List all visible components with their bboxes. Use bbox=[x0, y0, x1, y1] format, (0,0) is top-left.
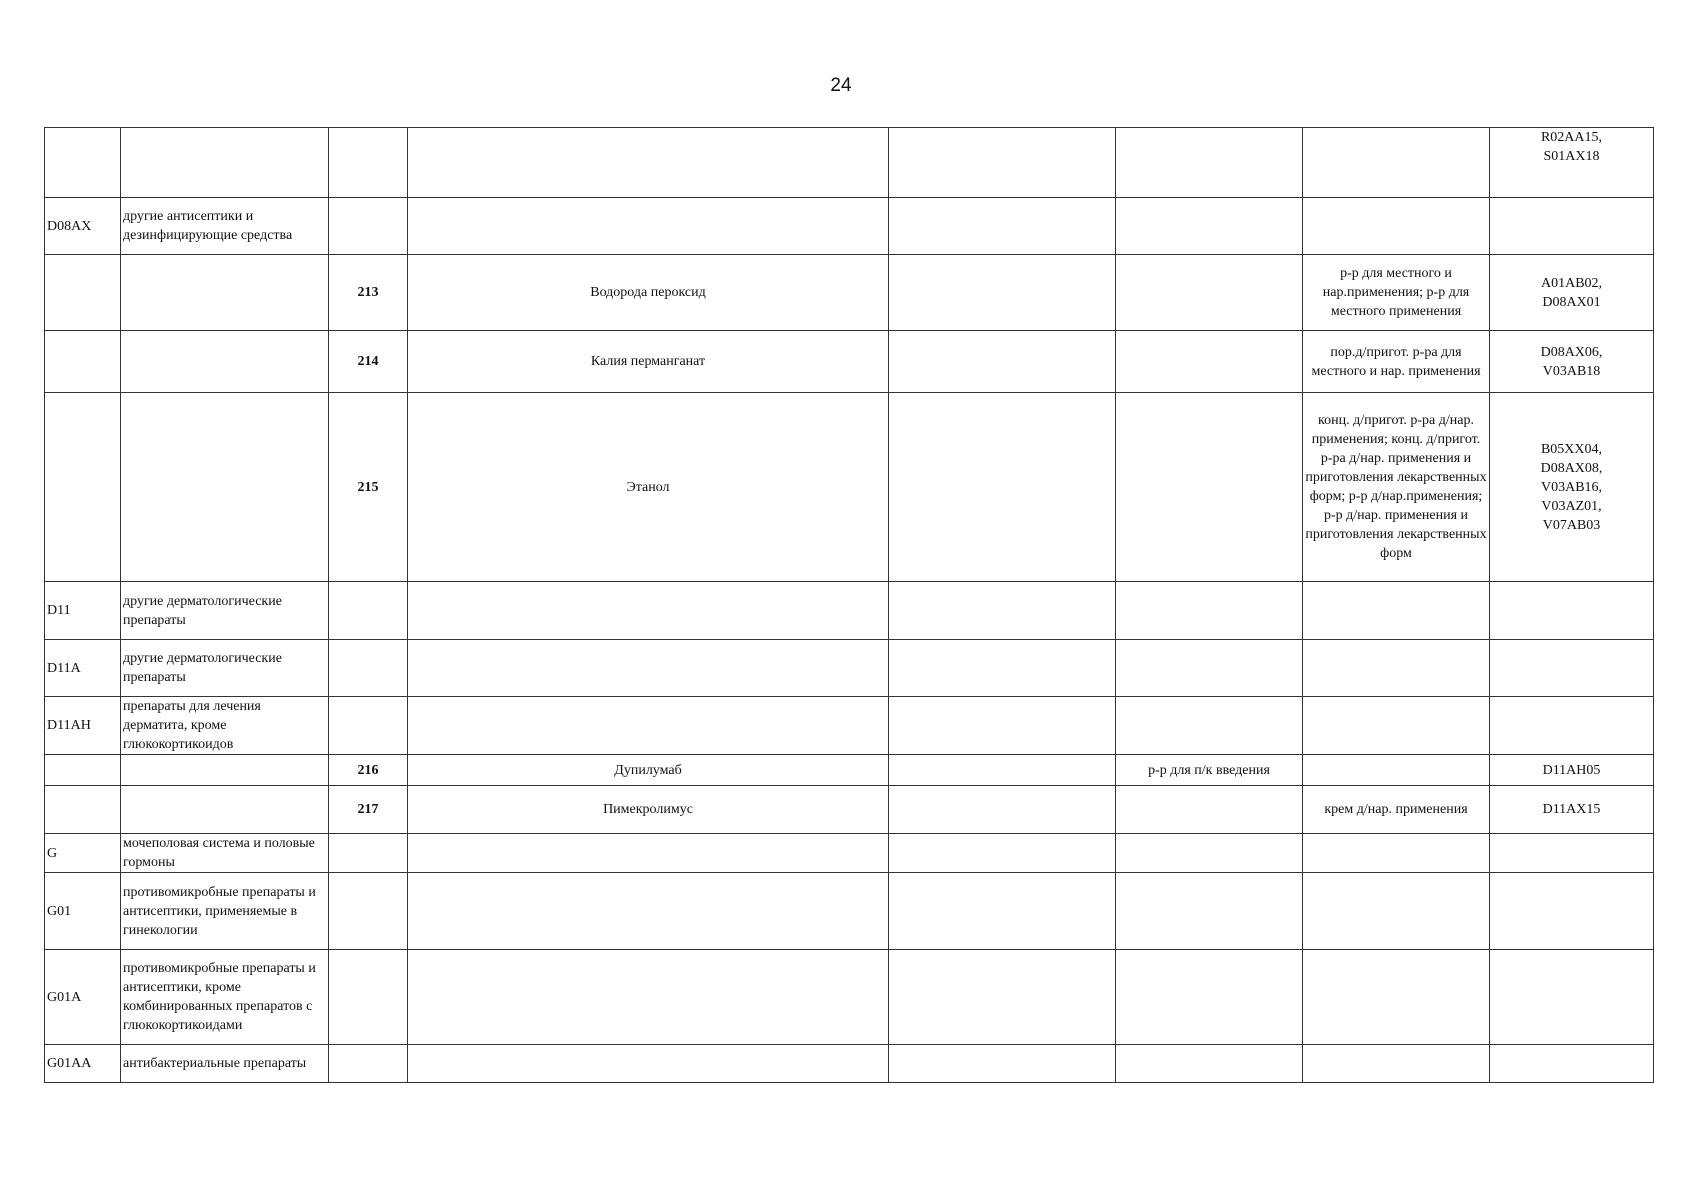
atc-codes-cell: R02AA15, S01AX18 bbox=[1490, 128, 1654, 198]
injection-form-cell bbox=[1116, 198, 1303, 255]
dosage-form-cell bbox=[1303, 198, 1490, 255]
drug-name-cell bbox=[408, 873, 889, 950]
drug-name-cell bbox=[408, 128, 889, 198]
drug-name-cell bbox=[408, 697, 889, 755]
injection-form-cell bbox=[1116, 697, 1303, 755]
group-name-cell bbox=[121, 128, 329, 198]
table-row bbox=[45, 697, 1654, 755]
drug-name-cell bbox=[408, 950, 889, 1045]
group-name-cell: другие дерматологические препараты bbox=[121, 640, 329, 697]
item-number-cell bbox=[329, 582, 408, 640]
atc-code-cell: G01A bbox=[45, 950, 121, 1045]
drug-name-cell bbox=[408, 834, 889, 873]
atc-code-cell: G01 bbox=[45, 873, 121, 950]
empty-column-cell bbox=[889, 582, 1116, 640]
empty-column-cell bbox=[889, 128, 1116, 198]
empty-column-cell bbox=[889, 786, 1116, 834]
item-number-cell bbox=[329, 873, 408, 950]
item-number-cell: 215 bbox=[329, 393, 408, 582]
item-number-cell: 213 bbox=[329, 255, 408, 331]
table-body bbox=[45, 128, 1654, 1083]
injection-form-cell bbox=[1116, 582, 1303, 640]
drug-name-cell bbox=[408, 640, 889, 697]
table-row bbox=[45, 393, 1654, 582]
empty-column-cell bbox=[889, 1045, 1116, 1083]
empty-column-cell bbox=[889, 331, 1116, 393]
item-number-cell bbox=[329, 697, 408, 755]
item-number-cell: 214 bbox=[329, 331, 408, 393]
atc-code-cell: D11 bbox=[45, 582, 121, 640]
table-row bbox=[45, 582, 1654, 640]
atc-code-cell bbox=[45, 128, 121, 198]
dosage-form-cell: р-р для местного и нар.применения; р-р для местного применения bbox=[1303, 255, 1490, 331]
atc-codes-cell bbox=[1490, 582, 1654, 640]
atc-codes-cell bbox=[1490, 640, 1654, 697]
group-name-cell: противомикробные препараты и антисептики, кроме комбинированных препаратов с глюкокортикоидами bbox=[121, 950, 329, 1045]
empty-column-cell bbox=[889, 697, 1116, 755]
drug-name-cell bbox=[408, 198, 889, 255]
dosage-form-cell bbox=[1303, 950, 1490, 1045]
page-number: 24 bbox=[830, 75, 852, 96]
table-row bbox=[45, 950, 1654, 1045]
group-name-cell: другие дерматологические препараты bbox=[121, 582, 329, 640]
atc-codes-cell bbox=[1490, 873, 1654, 950]
dosage-form-cell bbox=[1303, 582, 1490, 640]
table-row bbox=[45, 873, 1654, 950]
group-name-cell bbox=[121, 331, 329, 393]
group-name-cell: мочеполовая система и половые гормоны bbox=[121, 834, 329, 873]
dosage-form-cell bbox=[1303, 873, 1490, 950]
drug-registry-table bbox=[44, 127, 1654, 1083]
injection-form-cell bbox=[1116, 128, 1303, 198]
injection-form-cell: р-р для п/к введения bbox=[1116, 755, 1303, 786]
item-number-cell bbox=[329, 1045, 408, 1083]
item-number-cell: 217 bbox=[329, 786, 408, 834]
table-row bbox=[45, 755, 1654, 786]
drug-name-cell: Калия перманганат bbox=[408, 331, 889, 393]
drug-name-cell: Этанол bbox=[408, 393, 889, 582]
item-number-cell: 216 bbox=[329, 755, 408, 786]
atc-codes-cell: B05XX04, D08AX08, V03AB16, V03AZ01, V07AB03 bbox=[1490, 393, 1654, 582]
atc-code-cell: G bbox=[45, 834, 121, 873]
atc-code-cell bbox=[45, 755, 121, 786]
item-number-cell bbox=[329, 640, 408, 697]
atc-codes-cell bbox=[1490, 697, 1654, 755]
atc-code-cell: D11AH bbox=[45, 697, 121, 755]
empty-column-cell bbox=[889, 950, 1116, 1045]
dosage-form-cell bbox=[1303, 755, 1490, 786]
table-row bbox=[45, 128, 1654, 198]
atc-codes-cell bbox=[1490, 950, 1654, 1045]
group-name-cell: противомикробные препараты и антисептики, применяемые в гинекологии bbox=[121, 873, 329, 950]
table-row bbox=[45, 331, 1654, 393]
atc-code-cell: D08AX bbox=[45, 198, 121, 255]
dosage-form-cell: пор.д/пригот. р-ра для местного и нар. применения bbox=[1303, 331, 1490, 393]
table-row bbox=[45, 834, 1654, 873]
table-row bbox=[45, 1045, 1654, 1083]
dosage-form-cell: крем д/нар. применения bbox=[1303, 786, 1490, 834]
item-number-cell bbox=[329, 128, 408, 198]
table-row bbox=[45, 786, 1654, 834]
injection-form-cell bbox=[1116, 834, 1303, 873]
drug-name-cell: Пимекролимус bbox=[408, 786, 889, 834]
empty-column-cell bbox=[889, 198, 1116, 255]
item-number-cell bbox=[329, 198, 408, 255]
group-name-cell bbox=[121, 255, 329, 331]
dosage-form-cell bbox=[1303, 697, 1490, 755]
dosage-form-cell bbox=[1303, 640, 1490, 697]
injection-form-cell bbox=[1116, 950, 1303, 1045]
injection-form-cell bbox=[1116, 393, 1303, 582]
atc-codes-cell bbox=[1490, 834, 1654, 873]
empty-column-cell bbox=[889, 755, 1116, 786]
atc-codes-cell: D08AX06, V03AB18 bbox=[1490, 331, 1654, 393]
group-name-cell bbox=[121, 786, 329, 834]
empty-column-cell bbox=[889, 255, 1116, 331]
injection-form-cell bbox=[1116, 255, 1303, 331]
item-number-cell bbox=[329, 950, 408, 1045]
dosage-form-cell bbox=[1303, 1045, 1490, 1083]
table-row bbox=[45, 640, 1654, 697]
injection-form-cell bbox=[1116, 331, 1303, 393]
dosage-form-cell: конц. д/пригот. р-ра д/нар. применения; конц. д/пригот. р-ра д/нар. применения и приготовления лекарственных форм; р-р д/нар.применения; р-р д/нар. применения и приготовления лекарственных форм bbox=[1303, 393, 1490, 582]
injection-form-cell bbox=[1116, 873, 1303, 950]
group-name-cell: препараты для лечения дерматита, кроме глюкокортикоидов bbox=[121, 697, 329, 755]
empty-column-cell bbox=[889, 393, 1116, 582]
empty-column-cell bbox=[889, 640, 1116, 697]
atc-code-cell: G01AA bbox=[45, 1045, 121, 1083]
injection-form-cell bbox=[1116, 786, 1303, 834]
atc-code-cell: D11A bbox=[45, 640, 121, 697]
item-number-cell bbox=[329, 834, 408, 873]
atc-codes-cell bbox=[1490, 198, 1654, 255]
atc-code-cell bbox=[45, 393, 121, 582]
group-name-cell bbox=[121, 393, 329, 582]
empty-column-cell bbox=[889, 834, 1116, 873]
empty-column-cell bbox=[889, 873, 1116, 950]
drug-name-cell: Водорода пероксид bbox=[408, 255, 889, 331]
injection-form-cell bbox=[1116, 640, 1303, 697]
dosage-form-cell bbox=[1303, 128, 1490, 198]
atc-codes-cell: D11AH05 bbox=[1490, 755, 1654, 786]
atc-codes-cell bbox=[1490, 1045, 1654, 1083]
atc-code-cell bbox=[45, 255, 121, 331]
group-name-cell bbox=[121, 755, 329, 786]
atc-code-cell bbox=[45, 331, 121, 393]
dosage-form-cell bbox=[1303, 834, 1490, 873]
atc-code-cell bbox=[45, 786, 121, 834]
table-row bbox=[45, 255, 1654, 331]
drug-name-cell bbox=[408, 1045, 889, 1083]
drug-name-cell bbox=[408, 582, 889, 640]
group-name-cell: антибактериальные препараты bbox=[121, 1045, 329, 1083]
atc-codes-cell: A01AB02, D08AX01 bbox=[1490, 255, 1654, 331]
injection-form-cell bbox=[1116, 1045, 1303, 1083]
drug-name-cell: Дупилумаб bbox=[408, 755, 889, 786]
table-row bbox=[45, 198, 1654, 255]
atc-codes-cell: D11AX15 bbox=[1490, 786, 1654, 834]
group-name-cell: другие антисептики и дезинфицирующие средства bbox=[121, 198, 329, 255]
